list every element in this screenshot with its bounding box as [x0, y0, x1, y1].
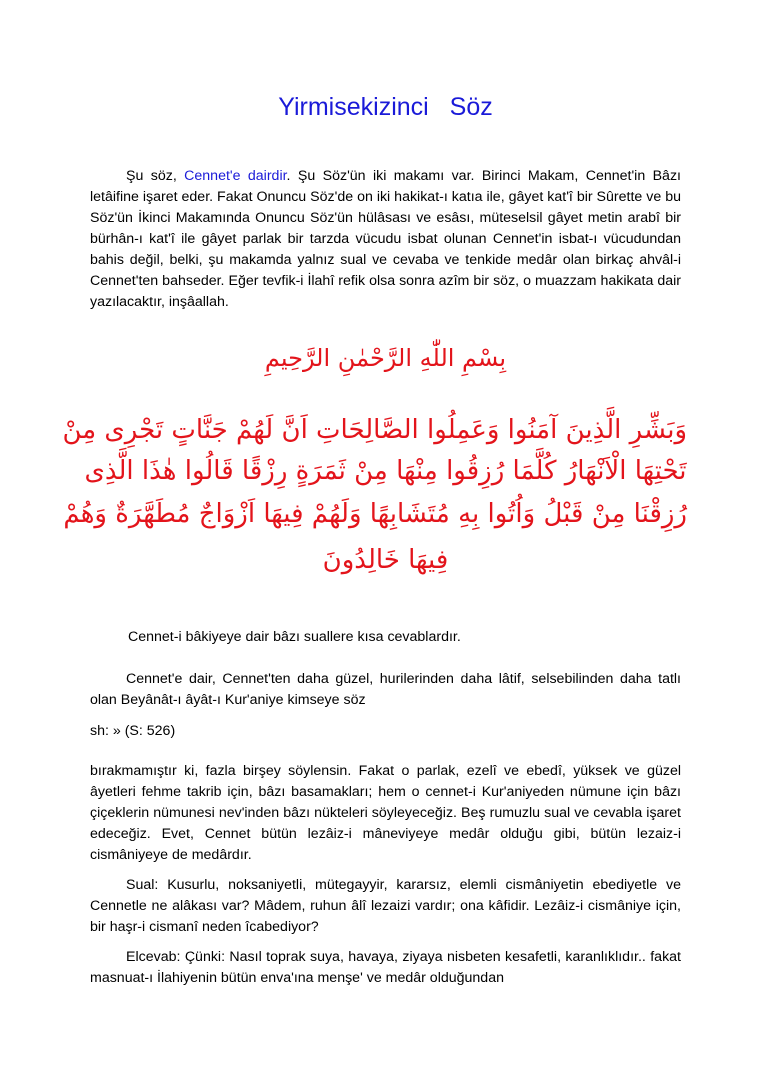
intro-text-rest: . Şu Söz'ün iki makamı var. Birinci Makam, Cennet'in Bâzı letâifine işaret eder. Fakat Onuncu Söz'de on iki hakikat-ı katıa ile, gâyet kat'î bir Sûrette ve bu Söz'ün İkinci Makamında Onuncu Söz'ün hülâsası ve esâsı, müteselsil gâyet metin arabî bir bürhân-ı kat'î ile gâyet parlak bir tarzda vücudu isbat olunan Cennet'in isbat-ı vücudundan bahis değil, belki, şu makamda yalnız sual ve cevaba ve tenkide medâr olan birkaç ahvâl-i Cennet'ten bahseder. Eğer tevfik-i İlahî refik olsa sonra azîm bir söz, o muazzam hakikata dair yazılacaktır, inşâallah. — [90, 168, 681, 310]
beyanat-paragraph: Cennet'e dair, Cennet'ten daha güzel, hurilerinden daha lâtif, selsebilinden daha tatlı olan Beyânât-ı âyât-ı Kur'aniye kimseye söz — [90, 671, 681, 708]
basmala: بِسْمِ اللّٰهِ الرَّحْمٰنِ الرَّحِيمِ — [264, 344, 507, 372]
intro-text-start: Şu söz, — [126, 168, 185, 184]
verse-line: وَبَشِّرِ الَّذِينَ آمَنُوا وَعَمِلُوا الصَّالِحَاتِ اَنَّ لَهُمْ جَنَّاتٍ تَجْرِى مِنْ — [62, 415, 687, 445]
elcevab-paragraph: Elcevab: Çünki: Nasıl toprak suya, havaya, ziyaya nisbeten kesafetli, karanlıklıdır.. fakat masnuat-ı İlahiyenin bütün enva'ına menşe' ve medâr olduğundan — [90, 949, 681, 986]
page-reference: sh: » (S: 526) — [90, 723, 176, 739]
verse-line: فِيهَا خَالِدُونَ — [322, 545, 449, 575]
intro-paragraph — [90, 166, 681, 313]
page-title: Yirmisekizinci Söz — [278, 93, 493, 121]
cevablar-paragraph: Cennet-i bâkiyeye dair bâzı suallere kısa cevablardır. — [128, 629, 461, 645]
sual-paragraph: Sual: Kusurlu, noksaniyetli, mütegayyir, kararsız, elemli cismâniyetin ebediyetle ve Cennetle ne alâkası var? Mâdem, ruhun âlî lezaizi vardır; ona kâfidir. Lezâiz-i cismâniye için, bir haşr-i cismanî neden îcabediyor? — [90, 877, 681, 935]
cennet-link[interactable]: Cennet'e dairdir — [184, 168, 287, 184]
verse-line: رُزِقْنَا مِنْ قَبْلُ وَاُتُوا بِهِ مُتَشَابِهًا وَلَهُمْ فِيهَا اَزْوَاجٌ مُطَهَّرَةٌ وَهُمْ — [63, 499, 687, 529]
verse-line: تَحْتِهَا الْاَنْهَارُ كُلَّمَا رُزِقُوا مِنْهَا مِنْ ثَمَرَةٍ رِزْقًا قَالُوا هٰذَا الَّذِى — [84, 456, 687, 486]
birakmamistir-paragraph: bırakmamıştır ki, fazla birşey söylensin. Fakat o parlak, ezelî ve ebedî, yüksek ve güzel âyetleri fehme takrib için, bâzı basamakları; hem o cennet-i Kur'aniyeden nümune için bâzı çiçeklerin nümunesi nev'inden bâzı nükteleri söyleyeceğiz. Beş rumuzlu sual ve cevabla işaret edeceğiz. Evet, Cennet bütün lezâiz-i mâneviyeye medâr olduğu gibi, bütün lezaiz-i cismâniyeye de medârdır. — [90, 763, 681, 863]
